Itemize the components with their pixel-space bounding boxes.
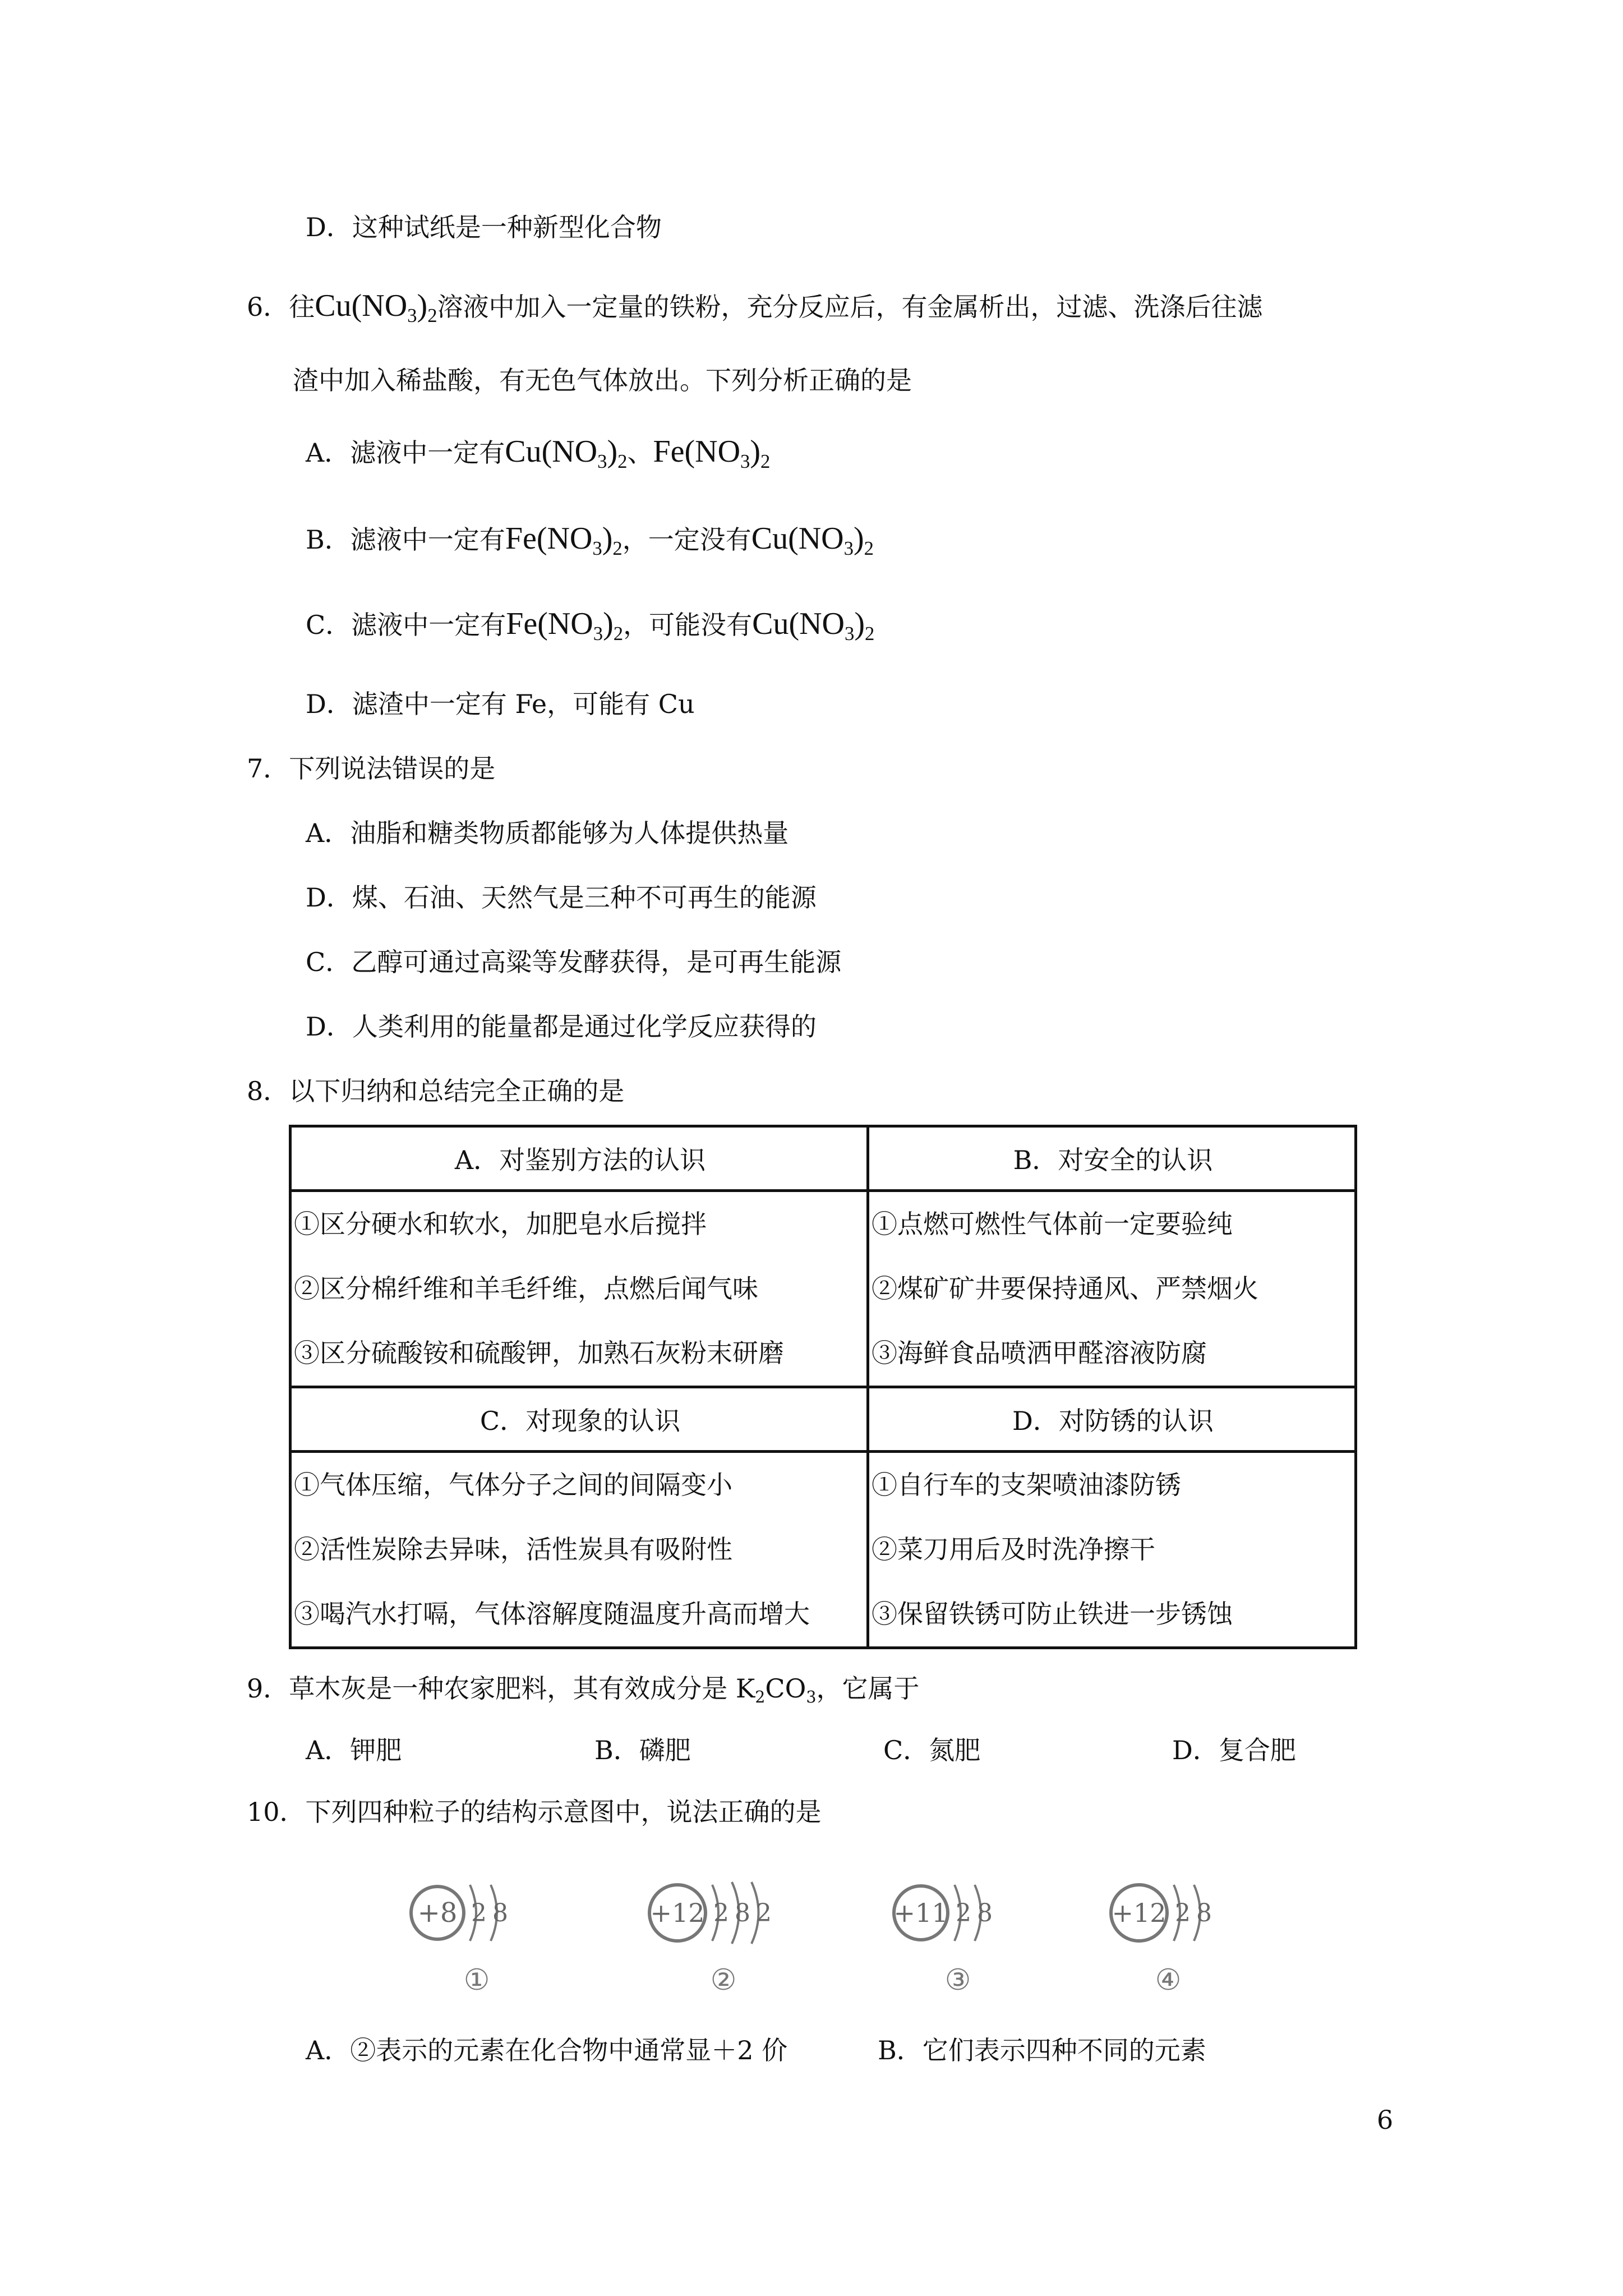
q9-options [292,1733,1413,1773]
q6-option-c: C．滤液中一定有$Fe(NO_3)_2$，可能没有$Cu(NO_3)_2$ [306,606,875,645]
svg-text:+12: +12 [650,1898,705,1928]
svg-text:8: 8 [735,1899,750,1927]
svg-text:②: ② [710,1963,737,1997]
particle-diagram-2 [639,1865,808,2000]
q8-b-body [868,1191,1356,1387]
svg-text:④: ④ [1155,1963,1182,1997]
q8-stem: 8．以下归纳和总结完全正确的是 [247,1076,625,1106]
q10-option-b: B．它们表示四种不同的元素 [878,2035,1206,2065]
q8-b-item: ①点燃可燃性气体前一定要验纯 [872,1209,1233,1239]
q9-option-b: B．磷肥 [594,1735,691,1765]
q6-option-d: D．滤渣中一定有 Fe，可能有 Cu [306,689,695,719]
q7-stem: 7．下列说法错误的是 [247,753,496,784]
q7-option-2: D．煤、石油、天然气是三种不可再生的能源 [306,882,817,913]
svg-text:8: 8 [1196,1899,1212,1927]
q6-stem-pre: 6．往 [247,292,315,322]
q8-d-item: ②菜刀用后及时洗净擦干 [872,1534,1155,1565]
q9-option-d: D．复合肥 [1172,1735,1296,1765]
q8-a-head: A．对鉴别方法的认识 [291,1126,868,1191]
svg-text:2: 2 [956,1899,971,1927]
q10-stem: 10．下列四种粒子的结构示意图中，说法正确的是 [247,1797,822,1827]
q8-d-item: ③保留铁锈可防止铁进一步锈蚀 [872,1599,1233,1629]
svg-text:8: 8 [977,1899,993,1927]
q8-a-item: ②区分棉纤维和羊毛纤维，点燃后闻气味 [294,1273,758,1304]
q8-d-item: ①自行车的支架喷油漆防锈 [872,1470,1181,1500]
q8-c-body [291,1452,868,1648]
q7-option-4: D．人类利用的能量都是通过化学反应获得的 [306,1011,817,1042]
particle-diagram-3 [886,1865,1032,2000]
q9-stem: 9．草木灰是一种农家肥料，其有效成分是 $K_2CO_3$，它属于 [247,1673,920,1707]
q6-option-a: A．滤液中一定有$Cu(NO_3)_2$、$Fe(NO_3)_2$ [306,434,771,473]
q8-c-item: ③喝汽水打嗝，气体溶解度随温度升高而增大 [294,1599,810,1629]
svg-text:2: 2 [756,1899,772,1927]
q7-option-3: C．乙醇可通过高粱等发酵获得，是可再生能源 [306,947,842,977]
q8-a-item: ③区分硫酸铵和硫酸钾，加熟石灰粉末研磨 [294,1338,784,1368]
q8-c-item: ②活性炭除去异味，活性炭具有吸附性 [294,1534,732,1565]
q8-c-item: ①气体压缩，气体分子之间的间隔变小 [294,1470,732,1500]
q9-option-c: C．氮肥 [883,1735,981,1765]
q8-b-item: ③海鲜食品喷洒甲醛溶液防腐 [872,1338,1207,1368]
q7-option-1: A．油脂和糖类物质都能够为人体提供热量 [306,818,789,848]
q8-b-item: ②煤矿矿井要保持通风、严禁烟火 [872,1273,1258,1304]
q8-a-item: ①区分硬水和软水，加肥皂水后搅拌 [294,1209,707,1239]
svg-text:+12: +12 [1112,1898,1166,1928]
svg-text:①: ① [463,1963,490,1997]
q8-b-head: B．对安全的认识 [868,1126,1356,1191]
q8-a-body [291,1191,868,1387]
q8-d-head: D．对防锈的认识 [868,1387,1356,1452]
svg-text:2: 2 [471,1899,487,1927]
particle-diagram-4 [1102,1865,1248,2000]
svg-text:+8: +8 [417,1897,458,1929]
q10-option-a: A．②表示的元素在化合物中通常显＋2 价 [306,2035,788,2065]
q9-option-a: A．钾肥 [306,1735,402,1765]
particle-diagram-1 [404,1865,538,2000]
svg-text:+11: +11 [893,1898,948,1928]
q8-c-head: C．对现象的认识 [291,1387,868,1452]
q8-d-body [868,1452,1356,1648]
q6-option-b: B．滤液中一定有$Fe(NO_3)_2$，一定没有$Cu(NO_3)_2$ [306,521,874,560]
q6-stem-formula: $Cu(NO_3)_2$ [315,288,437,327]
q6-stem-mid: 溶液中加入一定量的铁粉，充分反应后，有金属析出，过滤、洗涤后往滤 [437,292,1263,322]
svg-text:2: 2 [1175,1899,1191,1927]
q5-option-d: D．这种试纸是一种新型化合物 [306,212,662,242]
q6-stem-line1 [247,288,1263,327]
page-number: 6 [1377,2105,1394,2135]
svg-text:8: 8 [492,1899,508,1927]
svg-text:③: ③ [944,1963,971,1997]
q6-stem-line2: 渣中加入稀盐酸，有无色气体放出。下列分析正确的是 [293,365,912,395]
q8-table [289,1125,1357,1649]
svg-text:2: 2 [713,1899,729,1927]
